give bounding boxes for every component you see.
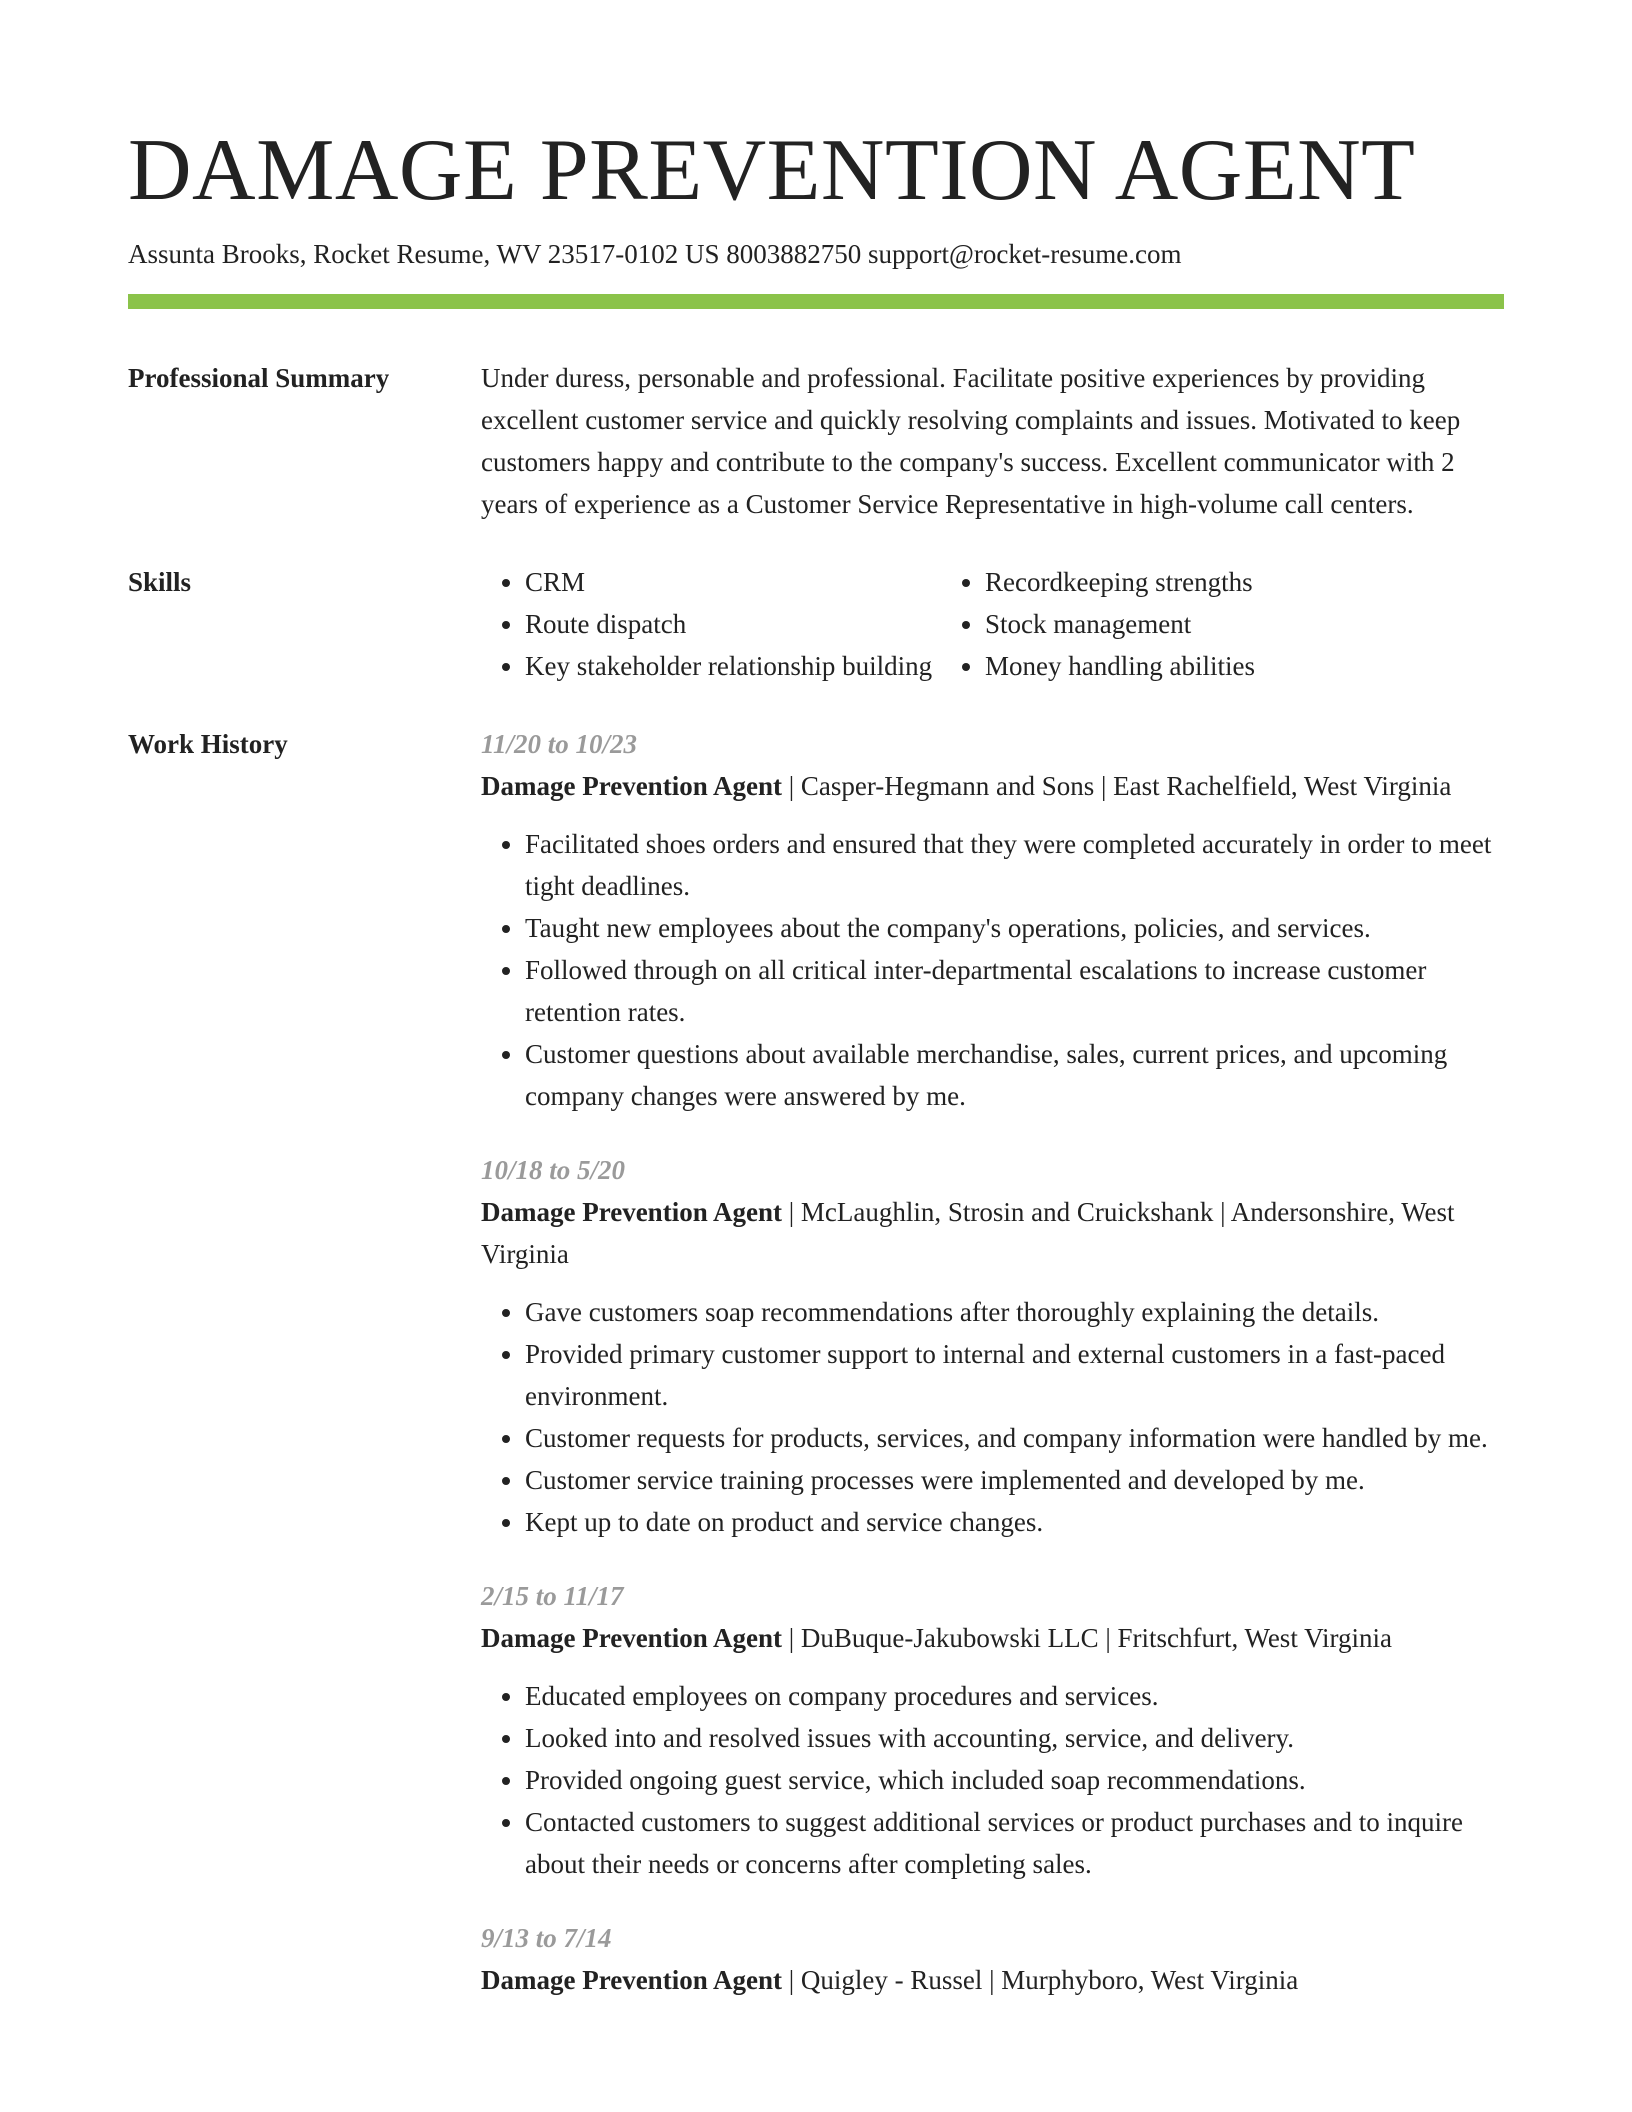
job-bullet: • Gave customers soap recommendations after thoroughly explaining the details. xyxy=(525,1291,1504,1333)
job-dates: 2/15 to 11/17 xyxy=(481,1581,624,1611)
job-bullet: • Customer requests for products, services, and company information were handled by me. xyxy=(525,1417,1504,1459)
job-dates: 11/20 to 10/23 xyxy=(481,729,638,759)
accent-divider xyxy=(128,294,1504,309)
job-bullet: • Educated employees on company procedures and services. xyxy=(525,1675,1504,1717)
job-entry xyxy=(481,1917,1504,2001)
job-entry xyxy=(481,1149,1504,1543)
job-employer-location: | Quigley - Russel | Murphyboro, West Virginia xyxy=(781,1965,1299,1995)
job-bullet: • Contacted customers to suggest additional services or product purchases and to inquire about their needs or concerns after completing sales. xyxy=(525,1801,1504,1885)
job-entry xyxy=(481,723,1504,1117)
job-employer-location: | DuBuque-Jakubowski LLC | Fritschfurt, West Virginia xyxy=(781,1623,1392,1653)
summary-body xyxy=(481,357,1504,525)
job-entry xyxy=(481,1575,1504,1885)
job-employer-location: | Casper-Hegmann and Sons | East Rachelfield, West Virginia xyxy=(781,771,1452,801)
job-bullet: • Kept up to date on product and service changes. xyxy=(525,1501,1504,1543)
job-bullet: • Provided ongoing guest service, which included soap recommendations. xyxy=(525,1759,1504,1801)
work-history-body xyxy=(481,723,1504,2001)
contact-line: Assunta Brooks, Rocket Resume, WV 23517-0102 US 8003882750 support@rocket-resume.com xyxy=(128,239,1182,269)
summary-section xyxy=(128,357,1504,525)
job-title: Damage Prevention Agent xyxy=(481,1623,782,1653)
job-bullet: • Looked into and resolved issues with accounting, service, and delivery. xyxy=(525,1717,1504,1759)
skill-item: • CRM xyxy=(525,561,941,603)
skill-item: • Money handling abilities xyxy=(985,645,1401,687)
skill-item: • Key stakeholder relationship building xyxy=(525,645,941,687)
job-heading xyxy=(481,1191,1504,1275)
job-bullets xyxy=(481,1291,1504,1543)
job-dates: 10/18 to 5/20 xyxy=(481,1155,626,1185)
skill-item: • Stock management xyxy=(985,603,1401,645)
job-bullet: • Taught new employees about the company's operations, policies, and services. xyxy=(525,907,1504,949)
summary-heading: Professional Summary xyxy=(128,363,390,393)
job-bullet: • Facilitated shoes orders and ensured that they were completed accurately in order to meet tight deadlines. xyxy=(525,823,1504,907)
summary-text: Under duress, personable and professional. Facilitate positive experiences by providing excellent customer service and quickly resolving complaints and issues. Motivated to keep customers happy and contribute to the company's success. Excellent communicator with 2 years of experience as a Customer Service Representative in high-volume call centers. xyxy=(481,363,1461,519)
job-heading xyxy=(481,1617,1504,1659)
job-heading xyxy=(481,765,1504,807)
job-bullets xyxy=(481,823,1504,1117)
skill-item: • Recordkeeping strengths xyxy=(985,561,1401,603)
job-bullet: • Customer service training processes were implemented and developed by me. xyxy=(525,1459,1504,1501)
job-title: Damage Prevention Agent xyxy=(481,771,782,801)
skills-column-1 xyxy=(481,561,941,687)
job-title: Damage Prevention Agent xyxy=(481,1965,782,1995)
job-heading xyxy=(481,1959,1504,2001)
skills-body xyxy=(481,561,1504,687)
job-title: Damage Prevention Agent xyxy=(481,1197,782,1227)
skills-grid xyxy=(481,561,1504,687)
job-bullet: • Followed through on all critical inter-departmental escalations to increase customer retention rates. xyxy=(525,949,1504,1033)
skills-heading: Skills xyxy=(128,567,192,597)
page-title: DAMAGE PREVENTION AGENT xyxy=(128,122,1416,219)
job-bullets xyxy=(481,1675,1504,1885)
skill-item: • Route dispatch xyxy=(525,603,941,645)
job-dates: 9/13 to 7/14 xyxy=(481,1923,612,1953)
job-employer-location: | McLaughlin, Strosin and Cruickshank | Andersonshire, West Virginia xyxy=(481,1197,1455,1269)
job-bullet: • Customer questions about available merchandise, sales, current prices, and upcoming company changes were answered by me. xyxy=(525,1033,1504,1117)
skills-section xyxy=(128,561,1504,687)
work-history-heading: Work History xyxy=(128,729,288,759)
skills-column-2 xyxy=(941,561,1401,687)
job-bullet: • Provided primary customer support to internal and external customers in a fast-paced environment. xyxy=(525,1333,1504,1417)
work-history-section xyxy=(128,723,1504,2001)
